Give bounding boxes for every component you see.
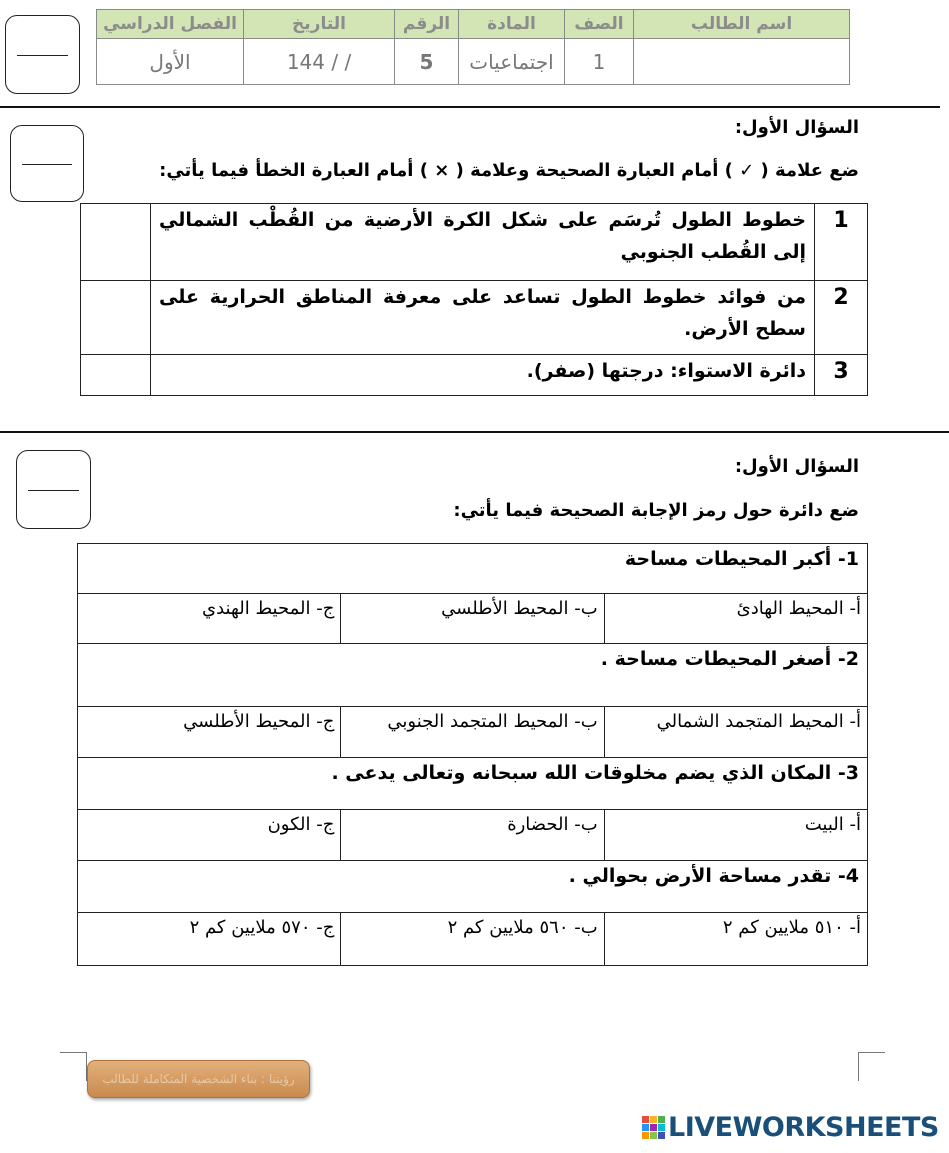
mcq-option-c[interactable]: ج- المحيط الهندي [78, 594, 341, 644]
tf-item-text: دائرة الاستواء: درجتها (صفر). [151, 355, 815, 396]
mcq-option-a[interactable]: أ- ٥١٠ ملايين كم ٢ [604, 913, 867, 966]
liveworksheets-logo [642, 1112, 939, 1143]
section1-instruction: ضع علامة ( ✓ ) أمام العبارة الصحيحة وعلامة ( × ) أمام العبارة الخطأ فيما يأتي: [159, 160, 859, 181]
mcq-question: 1- أكبر المحيطات مساحة [78, 544, 868, 594]
mcq-question: 4- تقدر مساحة الأرض بحوالي . [78, 861, 868, 913]
divider-2 [0, 431, 949, 433]
header-subject: المادة [459, 10, 565, 39]
section2-title: السؤال الأول: [734, 456, 859, 477]
mcq-option-c[interactable]: ج- ٥٧٠ ملايين كم ٢ [78, 913, 341, 966]
page-corner-mark [60, 1052, 87, 1081]
tf-item-text: خطوط الطول تُرسَم على شكل الكرة الأرضية من القُطْب الشمالي إلى القُطب الجنوبي [151, 204, 815, 281]
mcq-option-b[interactable]: ب- الحضارة [341, 810, 604, 861]
mcq-option-b[interactable]: ب- ٥٦٠ ملايين كم ٢ [341, 913, 604, 966]
tf-item-number: 2 [815, 281, 868, 355]
score-box-section2 [16, 450, 91, 529]
student-name-field[interactable] [634, 39, 850, 85]
vision-banner: رؤيتنا : بناء الشخصية المتكاملة للطالب [87, 1060, 310, 1098]
mcq-option-b[interactable]: ب- المحيط الأطلسي [341, 594, 604, 644]
page-corner-mark [858, 1052, 885, 1081]
logo-blocks-icon [642, 1116, 665, 1139]
mcq-option-a[interactable]: أ- المحيط الهادئ [604, 594, 867, 644]
tf-item-text: من فوائد خطوط الطول تساعد على معرفة المناطق الحرارية على سطح الأرض. [151, 281, 815, 355]
tf-item-number: 1 [815, 204, 868, 281]
mcq-option-a[interactable]: أ- البيت [604, 810, 867, 861]
multiple-choice-table [77, 543, 868, 966]
tf-answer-box[interactable] [81, 281, 151, 355]
mcq-question: 3- المكان الذي يضم مخلوقات الله سبحانه وتعالى يدعى . [78, 758, 868, 810]
tf-answer-box[interactable] [81, 355, 151, 396]
subject-value: اجتماعيات [459, 39, 565, 85]
header-date: التاريخ [244, 10, 395, 39]
date-value: 144 / / [244, 39, 395, 85]
score-box-top [5, 15, 80, 94]
section1-title: السؤال الأول: [734, 117, 859, 138]
header-grade: الصف [565, 10, 634, 39]
header-number: الرقم [395, 10, 459, 39]
mcq-option-c[interactable]: ج- الكون [78, 810, 341, 861]
tf-answer-box[interactable] [81, 204, 151, 281]
tf-item-number: 3 [815, 355, 868, 396]
true-false-table [80, 203, 868, 396]
mcq-option-a[interactable]: أ- المحيط المتجمد الشمالي [604, 707, 867, 758]
number-value: 5 [395, 39, 459, 85]
header-student-name: اسم الطالب [634, 10, 850, 39]
student-info-table [96, 9, 850, 85]
divider-1 [0, 106, 940, 108]
header-term: الفصل الدراسي [97, 10, 244, 39]
logo-text: LIVEWORKSHEETS [668, 1112, 939, 1143]
section2-instruction: ضع دائرة حول رمز الإجابة الصحيحة فيما يأتي: [453, 500, 859, 521]
mcq-option-b[interactable]: ب- المحيط المتجمد الجنوبي [341, 707, 604, 758]
mcq-option-c[interactable]: ج- المحيط الأطلسي [78, 707, 341, 758]
score-box-section1 [10, 125, 84, 202]
term-value: الأول [97, 39, 244, 85]
grade-value: 1 [565, 39, 634, 85]
mcq-question: 2- أصغر المحيطات مساحة . [78, 644, 868, 707]
